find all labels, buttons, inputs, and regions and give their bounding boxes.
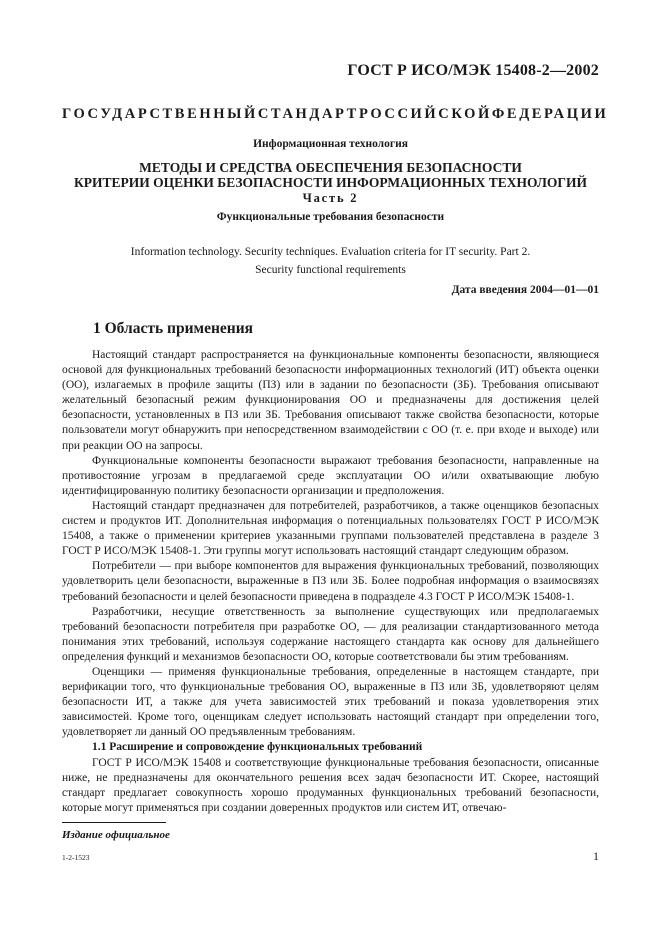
document-code: ГОСТ Р ИСО/МЭК 15408-2—2002 <box>347 62 599 79</box>
english-title-line: Information technology. Security techniques. Evaluation criteria for IT security. Part 2. <box>130 246 531 258</box>
english-title-line: Security functional requirements <box>255 264 406 276</box>
paragraph: ГОСТ Р ИСО/МЭК 15408 и соответствующие функциональные требования безопасности, описанные ниже, не предназначены для окончательного решения всех задач безопасности ИТ. Скорее, настоящий стандарт предлагает совокупность хорошо продуманных функциональных требований безопасности, которые могут применяться при создании доверенных продуктов или систем ИТ, отвечаю- <box>62 756 599 814</box>
paragraph: Настоящий стандарт распространяется на функциональные компоненты безопасности, являющиеся основой для функциональных требований безопасности информационных технологий (ИТ) объекта оценки (ОО), излагаемых в профиле защиты (ПЗ) или в задании по безопасности (ЗБ). Требования описывают желательный безопасный режим функционирования ОО и предназначены для достижения целей безопасности, установленных в ПЗ или ЗБ. Требования описывают также свойства безопасности, которые пользователи могут обнаружить при непосредственном взаимодействии с ОО (т. е. при входе и выходе) или при реакции ОО на запросы. <box>62 349 599 452</box>
edition-label: Издание официальное <box>62 829 170 841</box>
standard-type-word: ГОСУДАРСТВЕННЫЙ <box>62 106 258 122</box>
standard-type-word: РОССИЙСКОЙ <box>358 106 492 122</box>
section-body <box>62 348 599 816</box>
paragraph: Функциональные компоненты безопасности выражают требования безопасности, направленные на противостояние угрозам в предлагаемой среде эксплуатации ОО и/или охватывающие любую идентифицированную политику безопасности организации и предположения. <box>62 454 599 497</box>
main-title-line: КРИТЕРИИ ОЦЕНКИ БЕЗОПАСНОСТИ ИНФОРМАЦИОННЫХ ТЕХНОЛОГИЙ <box>73 175 588 190</box>
standard-type-word: ФЕДЕРАЦИИ <box>491 106 609 122</box>
subtitle: Функциональные требования безопасности <box>216 211 445 223</box>
section-heading: 1 Область применения <box>93 320 254 337</box>
main-title <box>62 160 599 190</box>
page-number: 1 <box>593 849 599 863</box>
footer-divider <box>62 822 166 823</box>
introduction-date: Дата введения 2004—01—01 <box>451 284 599 296</box>
paragraph: Настоящий стандарт предназначен для потребителей, разработчиков, а также оценщиков безопасных систем и продуктов ИТ. Дополнительная информация о потенциальных пользователях ГОСТ Р ИСО/МЭК 15408, а также о применении критериев указанными группами пользователей представлена в разделе 3 ГОСТ Р ИСО/МЭК 15408-1. Эти группы могут использовать настоящий стандарт следующим образом. <box>62 499 599 558</box>
paragraph: Оценщики — применяя функциональные требования, определенные в настоящем стандарте, при верификации того, что функциональные требования ОО, выраженные в ПЗ или ЗБ, удовлетворяют целям безопасности ИТ, а также для учета зависимостей этих требований и показа удовлетворения этих зависимостей. Кроме того, оценщикам следует использовать настоящий стандарт при определении того, удовлетворяет ли данный ОО предъявленным требованиям. <box>62 665 599 739</box>
english-title <box>62 243 599 279</box>
part-title: Часть 2 <box>302 191 359 205</box>
paragraph: Потребители — при выборе компонентов для выражения функциональных требований, позволяющих удовлетворить цели безопасности, выраженные в ПЗ или ЗБ. Более подробная информация о взаимосвязях требований безопасности и целей безопасности приведена в подразделе 4.3 ГОСТ Р ИСО/МЭК 15408-1. <box>62 560 599 603</box>
standard-type-word: СТАНДАРТ <box>257 106 359 122</box>
paragraph: Разработчики, несущие ответственность за выполнение существующих или предполагаемых требований безопасности потребителя при разработке ОО, — для реализации стандартизованного метода понимания этих требований, используя содержание настоящего стандарта как основу для дальнейшего определения функций и механизмов безопасности ОО, которые соответствовали бы этим требованиям. <box>62 605 599 663</box>
subject-title: Информационная технология <box>253 138 408 150</box>
subsection-heading: 1.1 Расширение и сопровождение функциональных требований <box>92 741 423 754</box>
main-title-line: МЕТОДЫ И СРЕДСТВА ОБЕСПЕЧЕНИЯ БЕЗОПАСНОСТИ <box>139 160 522 175</box>
print-code: 1-2-1523 <box>62 853 90 862</box>
standard-type-line <box>62 106 609 123</box>
